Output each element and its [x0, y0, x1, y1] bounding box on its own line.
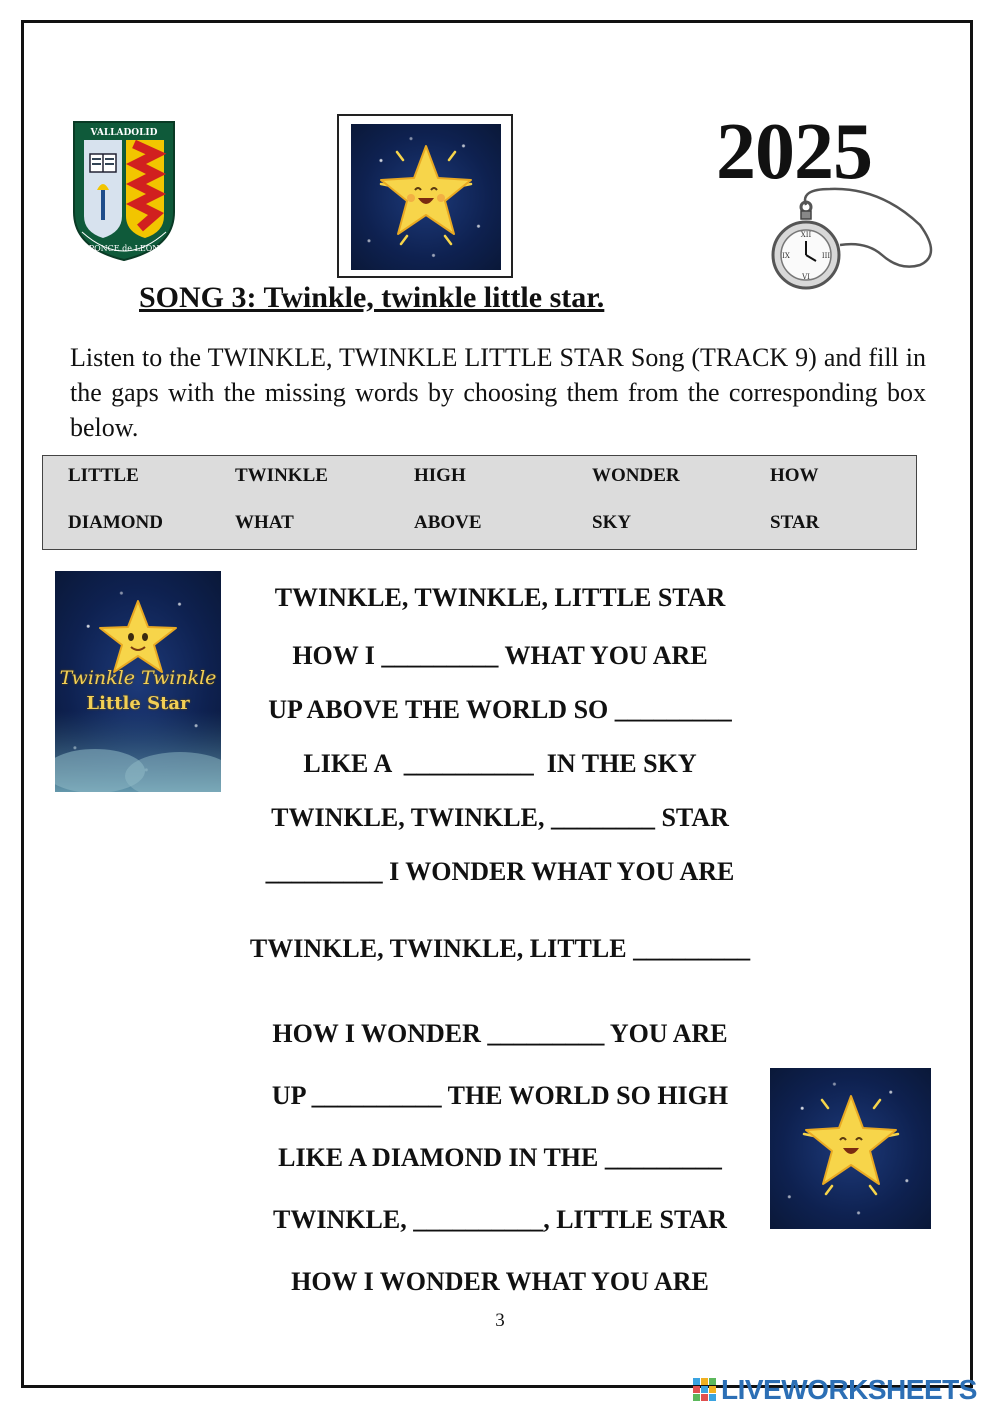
word-bank-item: HOW: [770, 465, 819, 486]
smiling-star-image: [351, 124, 501, 270]
lyric-line: TWINKLE, TWINKLE, LITTLE _________: [249, 934, 751, 963]
word-bank-item: WONDER: [592, 465, 680, 486]
lyric-line: TWINKLE, TWINKLE, LITTLE STAR: [274, 583, 726, 612]
cover-title-line2: Little Star: [86, 693, 190, 714]
lyric-line: HOW I WONDER WHAT YOU ARE: [291, 1267, 709, 1296]
lyric-line: _________ I WONDER WHAT YOU ARE: [265, 857, 735, 886]
lyric-line: LIKE A DIAMOND IN THE _________: [278, 1143, 722, 1172]
word-bank-box: [42, 455, 917, 550]
lyric-line: HOW I WONDER _________ YOU ARE: [272, 1019, 728, 1048]
word-bank-item: HIGH: [414, 465, 466, 486]
svg-text:III: III: [821, 252, 831, 260]
svg-text:VALLADOLID: VALLADOLID: [90, 128, 158, 138]
word-bank-item: SKY: [592, 512, 632, 533]
school-crest-logo: [70, 120, 178, 262]
word-bank-item: TWINKLE: [235, 465, 328, 486]
watermark-text: LIVEWORKSHEETS: [721, 1374, 977, 1405]
svg-text:IX: IX: [782, 252, 790, 260]
word-bank-item: ABOVE: [414, 512, 482, 533]
lyric-line: UP __________ THE WORLD SO HIGH: [271, 1081, 729, 1110]
pocket-watch-icon: [770, 185, 940, 295]
svg-text:VI: VI: [802, 273, 810, 281]
lyric-line: TWINKLE, TWINKLE, ________ STAR: [271, 803, 729, 832]
smiling-star-image-small: [770, 1068, 931, 1229]
svg-text:PONCE de LEON: PONCE de LEON: [88, 244, 160, 253]
smiling-star-image-frame: [337, 114, 513, 278]
word-bank-item: STAR: [770, 512, 820, 533]
word-bank-item: DIAMOND: [68, 512, 163, 533]
song-title: SONG 3: Twinkle, twinkle little star.: [139, 281, 605, 314]
liveworksheets-logo-icon: [693, 1378, 717, 1402]
lyric-line: LIKE A __________ IN THE SKY: [303, 749, 697, 778]
lyric-line: HOW I _________ WHAT YOU ARE: [292, 641, 708, 670]
svg-text:XII: XII: [800, 231, 812, 239]
year-heading: 2025: [716, 108, 872, 196]
lyric-line: TWINKLE, __________, LITTLE STAR: [273, 1205, 727, 1234]
word-bank-item: LITTLE: [68, 465, 139, 486]
page-number: 3: [495, 1310, 505, 1331]
twinkle-cover-image: [55, 571, 221, 792]
lyric-line: UP ABOVE THE WORLD SO _________: [268, 695, 732, 724]
cover-title-line1: Twinkle Twinkle: [59, 667, 217, 689]
instructions-text: Listen to the TWINKLE, TWINKLE LITTLE STAR Song (TRACK 9) and fill in the gaps with the missing words by choosing them from the corresponding box below.: [70, 343, 926, 442]
word-bank-item: WHAT: [235, 512, 294, 533]
liveworksheets-watermark: [693, 1374, 993, 1406]
